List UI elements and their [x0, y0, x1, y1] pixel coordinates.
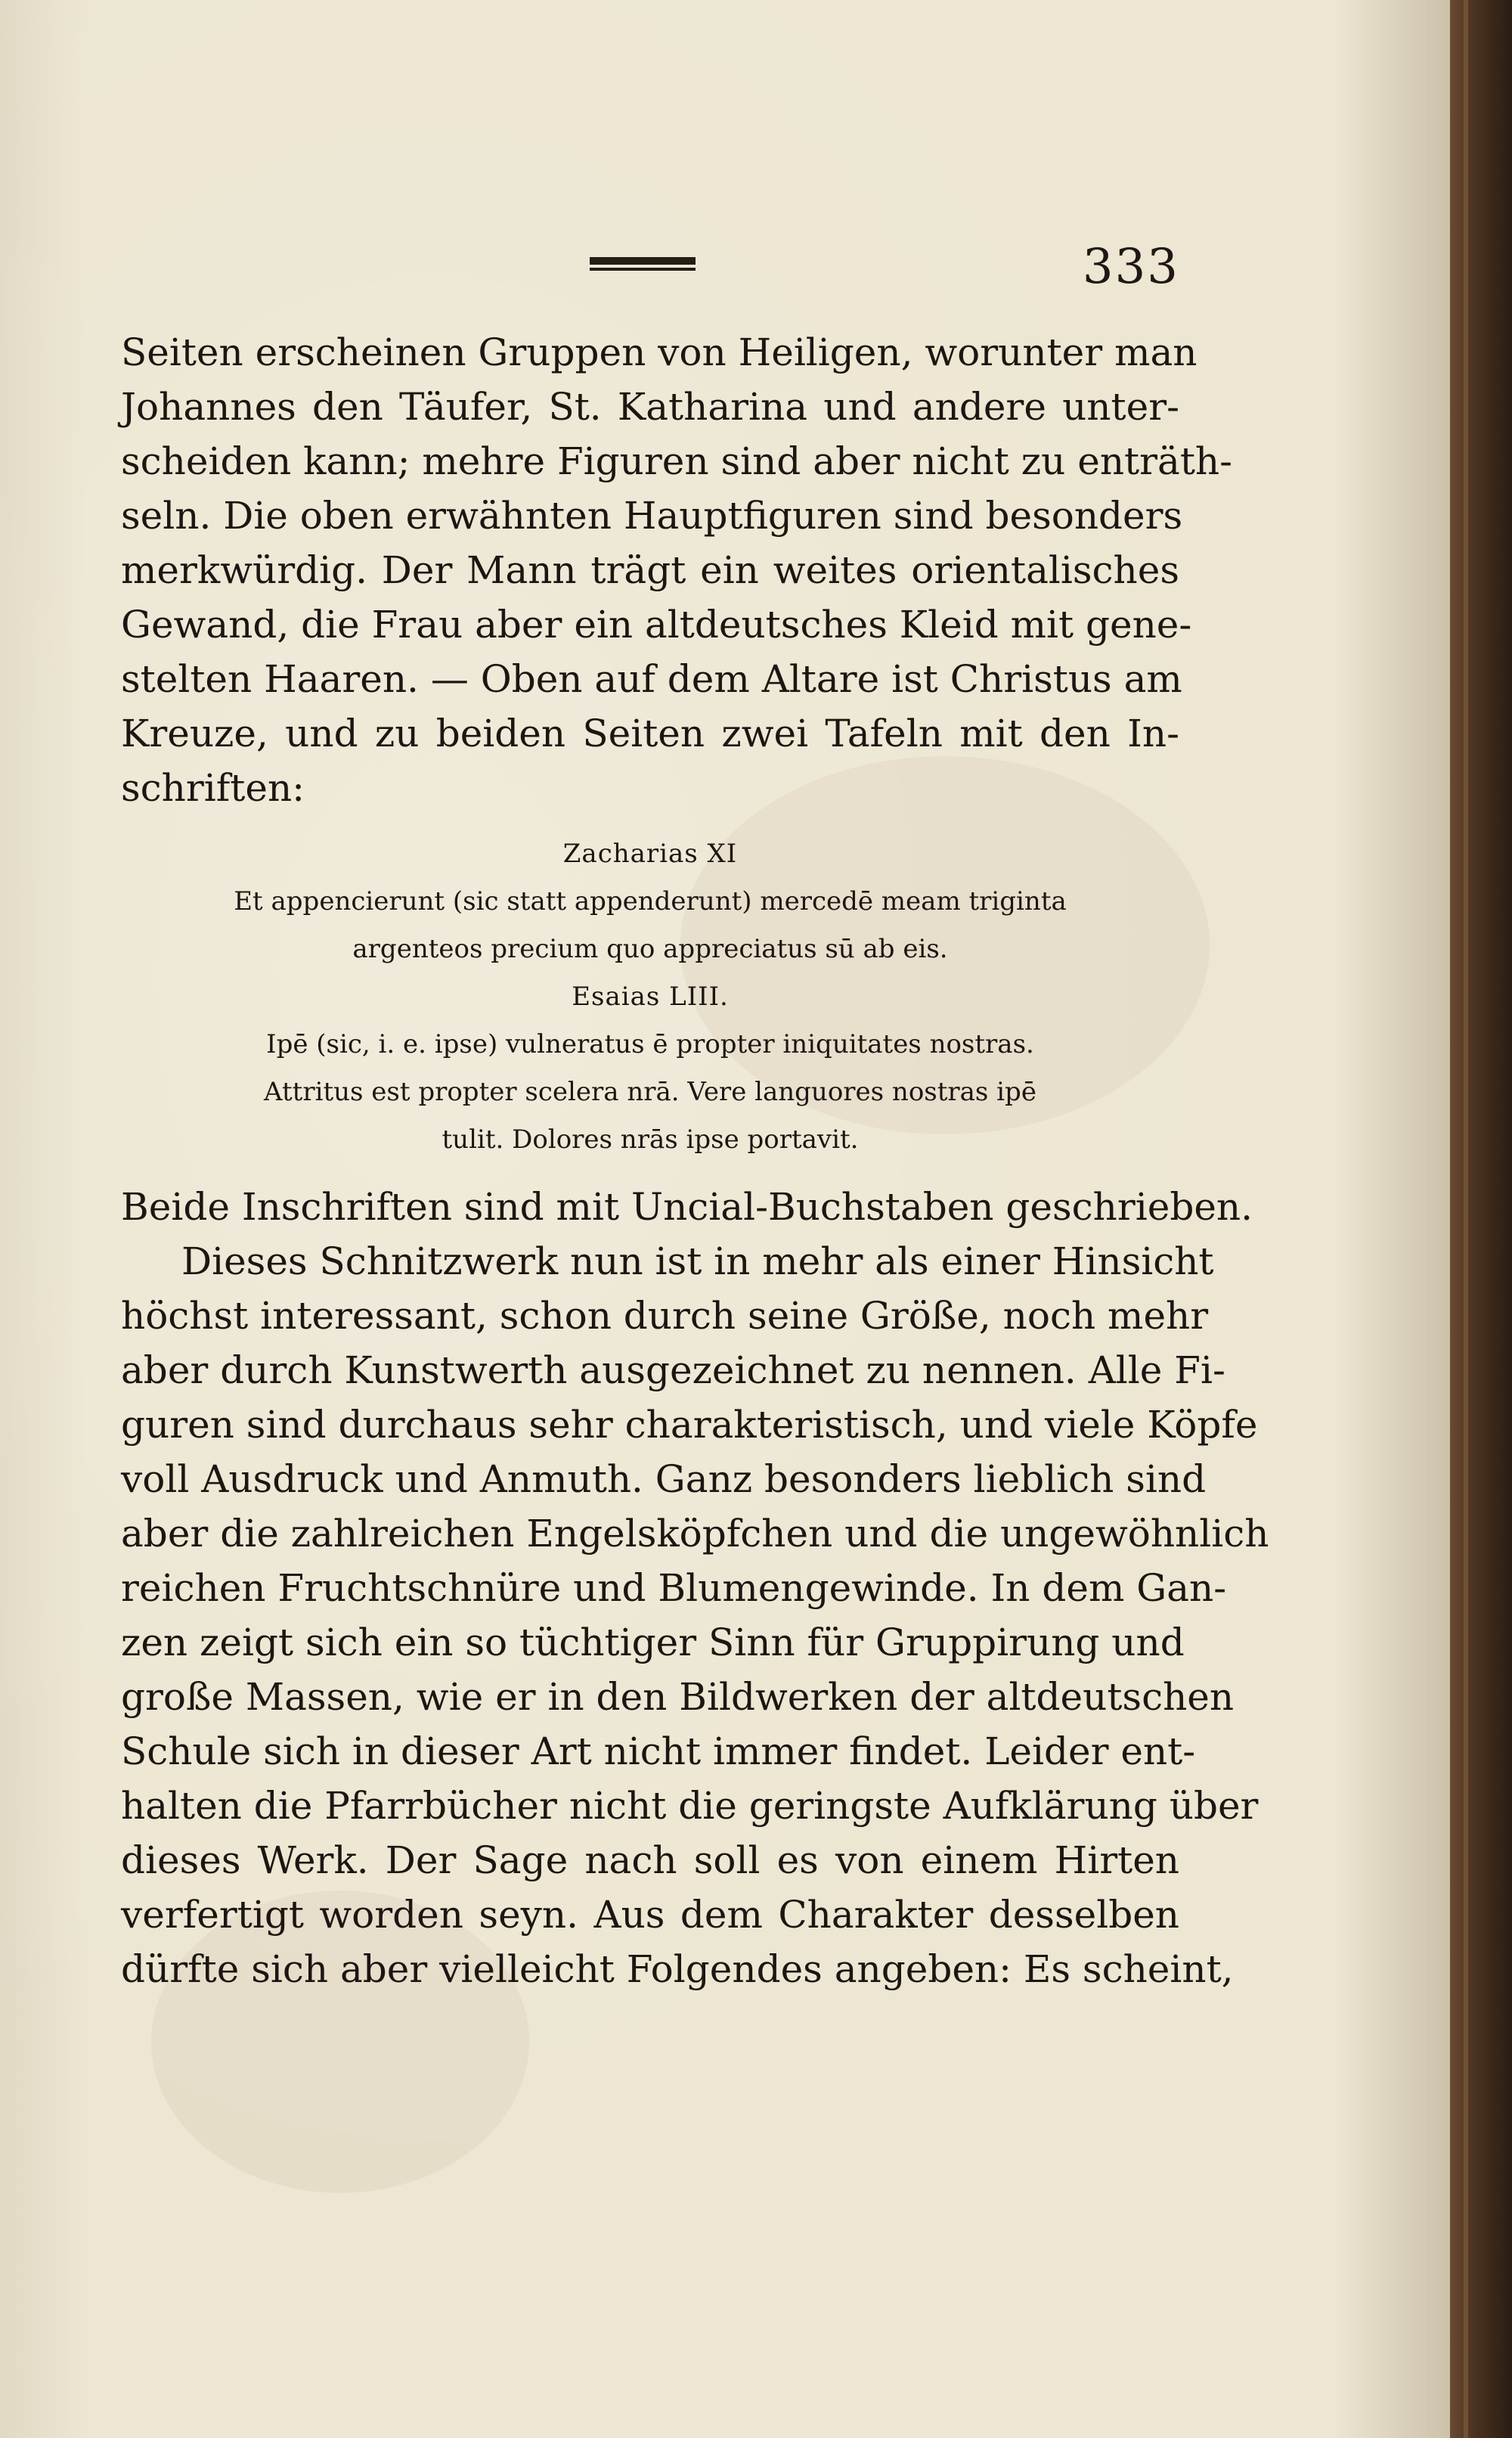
text-line: große Massen, wie er in den Bildwerken der altdeutschen	[121, 1675, 1235, 1719]
text-line: stelten Haaren. — Oben auf dem Altare ist Christus am	[121, 657, 1182, 701]
header-ornament-rule	[590, 257, 696, 271]
inscription-line: argenteos precium quo appreciatus sū ab eis.	[352, 934, 948, 964]
text-line: voll Ausdruck und Anmuth. Ganz besonders lieblich sind	[121, 1457, 1207, 1501]
page-header	[121, 239, 1179, 299]
inscription-line: Ipē (sic, i. e. ipse) vulneratus ē propter iniquitates nostras.	[266, 1029, 1034, 1059]
text-line: aber die zahlreichen Engelsköpfchen und die ungewöhnlich	[121, 1512, 1269, 1556]
text-line: scheiden kann; mehre Figuren sind aber nicht zu enträth-	[121, 439, 1233, 483]
text-line: Gewand, die Frau aber ein altdeutsches Kleid mit gene-	[121, 603, 1192, 647]
text-line: höchst interessant, schon durch seine Größe, noch mehr	[121, 1294, 1209, 1338]
text-line: Kreuze, und zu beiden Seiten zwei Tafeln mit den In-	[121, 712, 1179, 755]
text-line: seln. Die oben erwähnten Hauptfiguren sind besonders	[121, 494, 1183, 538]
inscription-block	[121, 830, 1179, 1164]
text-line: Schule sich in dieser Art nicht immer findet. Leider ent-	[121, 1729, 1196, 1773]
text-line: halten die Pfarrbücher nicht die geringste Aufklärung über	[121, 1784, 1259, 1828]
text-line: zen zeigt sich ein so tüchtiger Sinn für Gruppirung und	[121, 1621, 1185, 1664]
text-line: schriften:	[121, 766, 305, 810]
book-spine-edge	[1450, 0, 1512, 2438]
text-line: Johannes den Täufer, St. Katharina und andere unter-	[121, 385, 1179, 429]
text-line: Dieses Schnitzwerk nun ist in mehr als einer Hinsicht	[181, 1239, 1214, 1283]
inscription-heading: Zacharias XI	[562, 839, 738, 869]
inscription-heading: Esaias LIII.	[572, 982, 729, 1012]
inscription-line: tulit. Dolores nrās ipse portavit.	[442, 1124, 859, 1155]
paragraph-1	[121, 325, 1233, 815]
inscription-line: Attritus est propter scelera nrā. Vere languores nostras ipē	[264, 1077, 1036, 1107]
text-line: aber durch Kunstwerth ausgezeichnet zu nennen. Alle Fi-	[121, 1348, 1225, 1392]
text-line: guren sind durchaus sehr charakteristisch, und viele Köpfe	[121, 1403, 1258, 1447]
text-line: dieses Werk. Der Sage nach soll es von einem Hirten	[121, 1838, 1179, 1882]
text-line: merkwürdig. Der Mann trägt ein weites orientalisches	[121, 548, 1179, 592]
paragraph-2	[121, 1180, 1269, 1996]
inscription-line: Et appencierunt (sic statt appenderunt) mercedē meam triginta	[234, 886, 1067, 917]
text-line: Beide Inschriften sind mit Uncial-Buchstaben geschrieben.	[121, 1185, 1253, 1229]
text-line: verfertigt worden seyn. Aus dem Charakter desselben	[121, 1893, 1179, 1937]
text-line: dürfte sich aber vielleicht Folgendes angeben: Es scheint,	[121, 1947, 1234, 1991]
page-number: 333	[1082, 239, 1179, 295]
text-line: Seiten erscheinen Gruppen von Heiligen, worunter man	[121, 330, 1198, 374]
text-line: reichen Fruchtschnüre und Blumengewinde. In dem Gan-	[121, 1566, 1227, 1610]
